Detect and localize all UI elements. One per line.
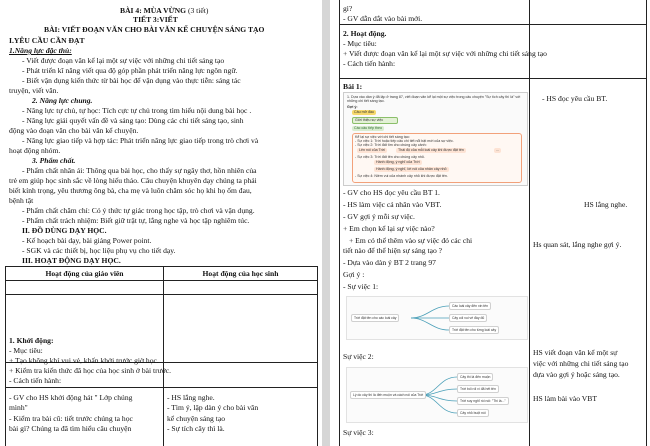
text-line: gì? [343,4,353,13]
teacher-line: bài gì? Chúng ta đã tìm hiểu câu chuyện [9,424,132,433]
hint-chip: ... [496,148,499,152]
student-line: - Tìm ý, lập dàn ý cho bài văn [167,403,259,412]
student-write-line: HS viết đoạn văn kể một sự [533,348,618,357]
student-note: HS làm bài vào VBT [533,394,597,403]
teacher-line: - GV cho HS khởi động hát " Lớp chúng [9,393,133,402]
event-2-label: Sự việc 2: [343,352,374,361]
s1-line: truyện, viết văn. [9,86,59,95]
prep-line: - SGK và các thiết bị, học liệu phụ vụ cho tiết dạy. [22,246,176,255]
document-page-left [0,0,322,446]
teacher-line: mình" [9,403,28,412]
student-line: kể chuyện sáng tạo [167,414,225,423]
goal-line: + Viết được đoạn văn kể lại một sự việc với những chi tiết sáng tạo [343,49,547,58]
section-1-heading: 1.Năng lực đặc thù: [9,46,72,55]
method-label: - Cách tiến hành: [343,59,396,68]
s1-line: - Biết vận dụng kiến thức từ bài học để vận dụng vào thực tiễn: sáng tác [22,76,241,85]
s3-line: - Phẩm chất nhân ái: Thông qua bài học, cho thấy sự ngây thơ, hồn nhiên của [22,166,257,175]
period-title: TIẾT 3:VIẾT [133,15,178,24]
hint-line: - Sự việc 1: Trời hoặc tiếp câu chi tiết nổi bật mới của sự việc. [355,139,454,143]
prep-heading: II. ĐỒ DÙNG DẠY HỌC. [22,226,107,235]
mind-map-branch: Cây cối vui vẻ đầy đủ [449,314,487,322]
mind-map-branch: Trời đặt tên cho từng loài cây [449,326,499,334]
goal-label: - Mục tiêu: [9,346,43,355]
teacher-line: tiết nào để thể hiện sự sáng tạo ? [343,246,443,255]
mind-map-branch: Trời bối rối vì đã hết tên [457,385,499,393]
teacher-line: + Em có thể thêm vào sự việc đó các chi [349,236,473,245]
teacher-line: - Sự việc 1: [343,282,379,291]
prep-line: - Kế hoạch bài dạy, bài giảng Power point. [22,236,152,245]
table-header-student: Hoạt động của học sinh [202,269,279,278]
teacher-line: + Em chọn kể lại sự việc nào? [343,224,435,233]
s3-line: - Phẩm chất chăm chỉ: Có ý thức tự giác trong học tập, trò chơi và vận dụng. [22,206,255,215]
section-2-heading: 2. Năng lực chung. [32,96,93,105]
exercise-prompt: 1. Dựa vào dàn ý đã lập ở trang 87, viết đoạn văn kể lại một sự việc trong câu chuyện "Sự tích cây thì là" với những chi tiết sáng tạo. [347,95,521,103]
hint-chip: Hành động, ý nghĩ của Trời [376,160,420,164]
teacher-line: - GV gợi ý mỗi sự việc. [343,212,415,221]
hint-line: Kể lại sự việc với chi tiết sáng tạo: [355,135,410,139]
hint-line: - Sự việc 4: Niềm vui của nhánh cây nhỏ khi được đặt tên. [355,174,448,178]
activities-heading: III. HOẠT ĐỘNG DẠY HỌC. [22,256,121,265]
mind-map-branch: Cây nhỏ buột nói [457,409,489,417]
s1-line: - Viết được đoạn văn kể lại một sự việc với những chi tiết sáng tạo [22,56,225,65]
s3-line: biết kính trọng, yêu thương ông bà, cha mẹ và luôn chăm sóc họ khi họ ốm đau, [9,186,252,195]
objectives-heading: I.YÊU CẦU CẦN ĐẠT [9,36,85,45]
mind-map-branch: Các loài cây đến xin tên [449,302,491,310]
s2-line: động vào đoạn văn cho bài văn kể chuyện. [9,126,139,135]
s2-line: - Năng lực giải quyết vấn đề và sáng tạo: Dùng các chi tiết sáng tạo, sinh [22,116,244,125]
lesson-subtitle: BÀI: VIẾT ĐOẠN VĂN CHO BÀI VĂN KỂ CHUYỆN SÁNG TẠO [44,25,265,34]
hint-chip: Hành động, ý nghĩ, lời nói của nhân cây nhỏ [376,167,447,171]
s2-line: hoạt động nhóm. [9,146,61,155]
hint-line: - Sự việc 2: Trời đất tìm cho chúng cây cảnh: [355,143,427,147]
method-label: - Cách tiến hành: [9,376,62,385]
student-note: Hs quan sát, lắng nghe gợi ý. [533,240,622,249]
s3-line: trẻ em giúp học sinh sắc về lòng hiếu thảo. Câu chuyện khuyên dạy chúng ta phải [9,176,257,185]
s2-line: - Năng lực giao tiếp và hợp tác: Phát triển năng lực giao tiếp trong trò chơi và [22,136,259,145]
s2-line: - Năng lực tự chủ, tự học: Tích cực tự chủ trong tìm hiểu nội dung bài học . [22,106,252,115]
mind-map-branch: Trời suy nghĩ rồi nói: "Thì là..." [457,397,509,405]
teacher-line: - GV cho HS đọc yêu cầu BT 1. [343,188,440,197]
s3-line: bệnh tật [9,196,34,205]
student-line: - HS lắng nghe. [167,393,215,402]
mind-map-branch: Cây thì là đến muộn [457,373,493,381]
hint-box-intro: Giới thiệu sự việc [352,117,398,124]
goal-line: + Kiểm tra kiến thức đã học của học sinh ở bài trước. [9,366,172,375]
event-3-label: Sự việc 3: [343,428,374,437]
mind-map-center: Lý do cây thì là đến muộn và cách nói của Trời [350,391,426,399]
mind-map-center: Trời đặt tên cho các loài cây [351,314,399,322]
goal-line: + Tạo không khí vui vẻ, khấn khởi trước giờ học. [9,356,159,365]
lesson-title: BÀI 4: MÙA VỪNG (3 tiết) [120,6,209,15]
text-line: - GV dẫn dắt vào bài mới. [343,14,423,23]
student-write-line: việc với những chi tiết sáng tạo [533,359,629,368]
mind-map-event-1 [346,296,528,340]
s3-line: - Phẩm chất trách nhiệm: Biết giữ trật tự, lắng nghe và học tập nghiêm túc. [22,216,250,225]
warmup-heading: 1. Khởi động: [9,336,54,345]
activity-heading: 2. Hoạt động. [343,29,387,38]
hint-line: - Sự việc 3: Trời đất tên cho chúng cây nhỏ. [355,155,425,159]
student-line: - Sự tích cây thì là. [167,424,225,433]
mind-map-event-2 [346,367,528,423]
textbook-exercise-image [343,92,528,186]
hint-chip: Lên nói của Trời [359,148,385,152]
exercise-1-label: Bài 1: [343,82,363,91]
document-page-right [330,0,650,446]
s1-line: - Phát triển kĩ năng viết qua độ góp phần phát triển năng lực ngôn ngữ. [22,66,238,75]
hint-box-next: Các câu tiếp theo [354,126,382,130]
teacher-line: - HS làm việc cá nhân vào VBT. [343,200,442,209]
teacher-line: - Kiểm tra bài cũ: tiết trước chúng ta học [9,414,133,423]
hint-box-opening: Câu mở đầu [354,110,374,114]
hint-chip: Thái độ của mỗi loài cây khi được đặt tên [398,148,464,152]
teacher-line: - Dựa vào dàn ý BT 2 trang 97 [343,258,436,267]
goal-label: - Mục tiêu: [343,39,377,48]
student-note: HS lắng nghe. [584,200,628,209]
hint-label: Gợi ý: [347,105,358,109]
student-note: - HS đọc yêu cầu BT. [542,94,608,103]
table-header-teacher: Hoạt động của giáo viên [45,269,124,278]
teacher-line: Gợi ý : [343,270,365,279]
student-write-line: dựa vào gợi ý hoặc sáng tạo. [533,370,620,379]
section-3-heading: 3. Phẩm chất. [32,156,76,165]
